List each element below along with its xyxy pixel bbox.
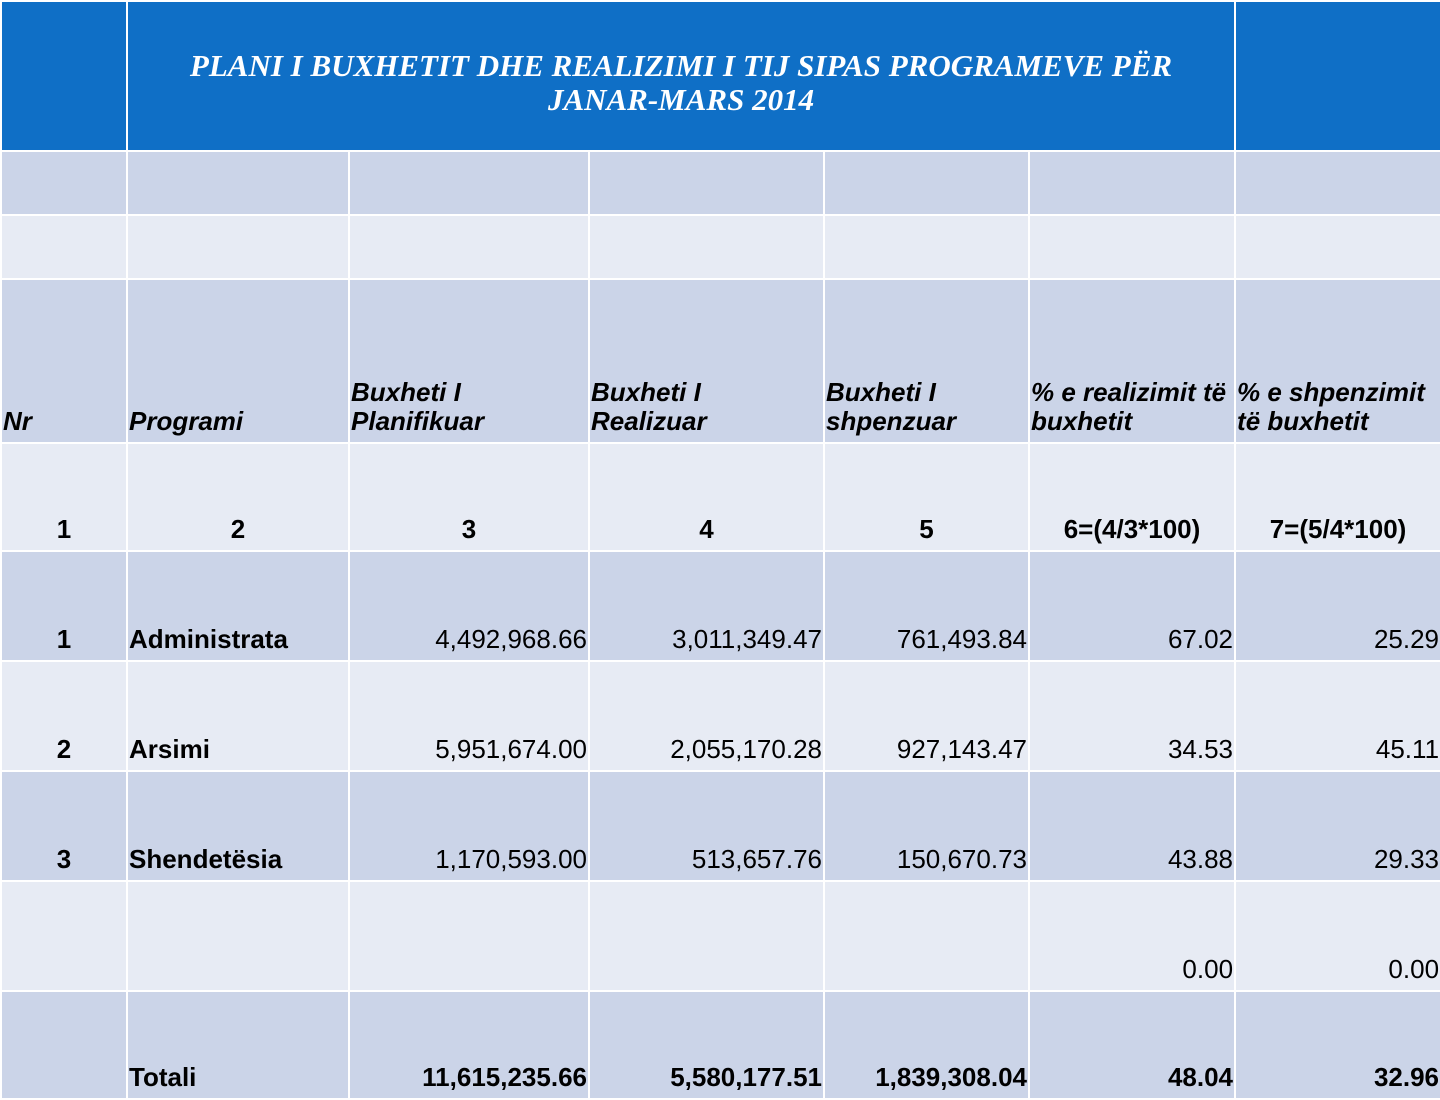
total-nr-empty <box>1 991 127 1099</box>
row-nr: 3 <box>1 771 127 881</box>
total-realizuar: 5,580,177.51 <box>589 991 824 1099</box>
column-number: 7=(5/4*100) <box>1235 443 1440 551</box>
row-nr: 2 <box>1 661 127 771</box>
total-label: Totali <box>127 991 349 1099</box>
header-shpenzuar: Buxheti I shpenzuar <box>824 279 1029 443</box>
row-pct-realizimit: 34.53 <box>1029 661 1235 771</box>
row-planifikuar: 5,951,674.00 <box>349 661 589 771</box>
header-row <box>1 279 1440 443</box>
column-number: 2 <box>127 443 349 551</box>
blank-row <box>1 151 1440 215</box>
header-nr: Nr <box>1 279 127 443</box>
row-realizuar: 2,055,170.28 <box>589 661 824 771</box>
title-line-2: JANAR-MARS 2014 <box>547 82 815 117</box>
row-planifikuar: 1,170,593.00 <box>349 771 589 881</box>
title-row <box>1 1 1440 151</box>
header-realizuar: Buxheti I Realizuar <box>589 279 824 443</box>
column-number: 4 <box>589 443 824 551</box>
table-row <box>1 771 1440 881</box>
header-pct-shpenzimit: % e shpenzimit të buxhetit <box>1235 279 1440 443</box>
row-pct-realizimit: 67.02 <box>1029 551 1235 661</box>
row-programi: Shendetësia <box>127 771 349 881</box>
total-row <box>1 991 1440 1099</box>
table-row <box>1 881 1440 991</box>
header-programi: Programi <box>127 279 349 443</box>
row-realizuar <box>589 881 824 991</box>
blank-row <box>1 215 1440 279</box>
row-shpenzuar: 150,670.73 <box>824 771 1029 881</box>
row-shpenzuar: 761,493.84 <box>824 551 1029 661</box>
row-pct-shpenzimit: 45.11 <box>1235 661 1440 771</box>
row-nr <box>1 881 127 991</box>
row-shpenzuar <box>824 881 1029 991</box>
row-planifikuar <box>349 881 589 991</box>
row-pct-realizimit: 43.88 <box>1029 771 1235 881</box>
total-pct-shpenzimit: 32.96 <box>1235 991 1440 1099</box>
table-title <box>127 1 1235 151</box>
header-planifikuar: Buxheti I Planifikuar <box>349 279 589 443</box>
row-pct-shpenzimit: 0.00 <box>1235 881 1440 991</box>
row-programi: Administrata <box>127 551 349 661</box>
column-number: 1 <box>1 443 127 551</box>
row-nr: 1 <box>1 551 127 661</box>
column-number: 5 <box>824 443 1029 551</box>
column-number: 3 <box>349 443 589 551</box>
row-shpenzuar: 927,143.47 <box>824 661 1029 771</box>
table-row <box>1 661 1440 771</box>
row-realizuar: 513,657.76 <box>589 771 824 881</box>
total-planifikuar: 11,615,235.66 <box>349 991 589 1099</box>
row-pct-shpenzimit: 25.29 <box>1235 551 1440 661</box>
title-right-empty <box>1235 1 1440 151</box>
total-pct-realizimit: 48.04 <box>1029 991 1235 1099</box>
row-pct-realizimit: 0.00 <box>1029 881 1235 991</box>
row-planifikuar: 4,492,968.66 <box>349 551 589 661</box>
row-realizuar: 3,011,349.47 <box>589 551 824 661</box>
total-shpenzuar: 1,839,308.04 <box>824 991 1029 1099</box>
column-number: 6=(4/3*100) <box>1029 443 1235 551</box>
row-programi: Arsimi <box>127 661 349 771</box>
row-pct-shpenzimit: 29.33 <box>1235 771 1440 881</box>
row-programi <box>127 881 349 991</box>
title-left-empty <box>1 1 127 151</box>
column-number-row <box>1 443 1440 551</box>
header-pct-realizimit: % e realizimit të buxhetit <box>1029 279 1235 443</box>
table-row <box>1 551 1440 661</box>
title-line-1: PLANI I BUXHETIT DHE REALIZIMI I TIJ SIPAS PROGRAMEVE PËR <box>189 47 1173 83</box>
